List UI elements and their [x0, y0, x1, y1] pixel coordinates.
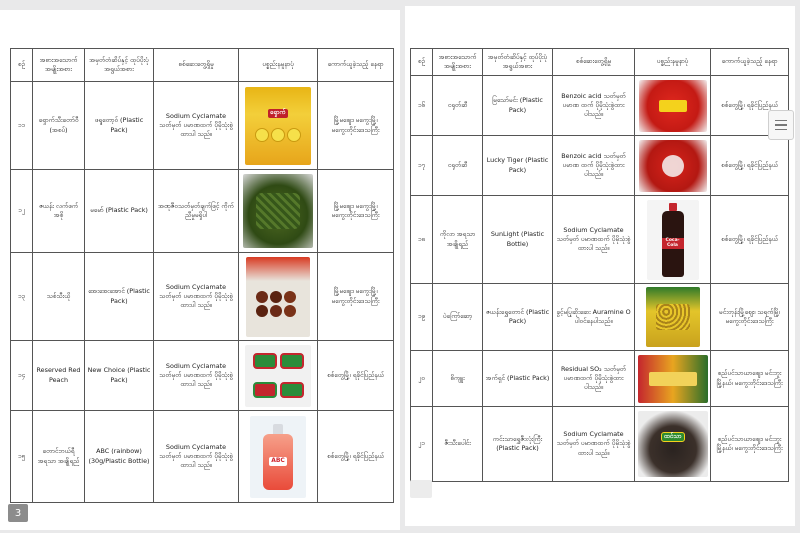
document-page-left	[0, 10, 400, 530]
food-type: စိကျူး	[433, 351, 483, 407]
header-test-result: စစ်ဆေးတွေ့ရှိမှု	[154, 49, 239, 82]
product-photo-cell	[239, 253, 318, 341]
row-number: ၂၀	[411, 351, 433, 407]
source-location: မြို့မဈေး၊ မကွေးမြို့၊ မကွေးတိုင်းဒေသကြီး	[318, 253, 394, 341]
brand-pack: အေးအေးအောင် (Plastic Pack)	[85, 253, 154, 341]
results-table-right	[410, 48, 789, 482]
header-photo: ပစ္စည်းနမူနာပုံ	[239, 49, 318, 82]
brand-pack: ဖရူတော့ဝ် (Plastic Pack)	[85, 82, 154, 170]
header-brand: အမှတ်တံဆိပ်နှင့် ထုပ်ပိုးပုံ အရွယ်အစား	[85, 49, 154, 82]
row-number: ၁၇	[411, 136, 433, 196]
product-photo	[245, 345, 311, 407]
product-photo-label: ABC	[271, 457, 285, 465]
brand-pack: Lucky Tiger (Plastic Pack)	[483, 136, 553, 196]
food-type: သစ်သီးယို	[33, 253, 85, 341]
header-food-type: အစားအသောက် အမျိုးအစား	[33, 49, 85, 82]
header-source: ကောက်ယူခဲ့သည့် နေရာ	[318, 49, 394, 82]
product-photo-cell	[239, 82, 318, 170]
product-photo	[638, 411, 708, 477]
food-type: ဇီးသီးပေါင်း	[433, 407, 483, 482]
brand-pack: ABC (rainbow) (30g/Plastic Bottle)	[85, 411, 154, 503]
table-row	[411, 284, 789, 351]
table-row	[411, 136, 789, 196]
product-photo	[639, 80, 707, 132]
header-brand: အမှတ်တံဆိပ်နှင့် ထုပ်ပိုးပုံ အရွယ်အစား	[483, 49, 553, 76]
test-result: Benzoic acid သတ်မှတ်ပမာဏ ထက် ပိုမိုသုံးစွဲထားပါသည်။	[553, 136, 635, 196]
source-location: စည်ပင်သာယာဈေး၊ မင်းဘူးမြို့နယ်၊ မကွေးတိုင်းဒေသကြီး	[711, 407, 789, 482]
hamburger-menu-icon[interactable]	[768, 110, 794, 140]
header-no: စဉ်	[11, 49, 33, 82]
page-number-badge: 3	[8, 504, 28, 522]
row-number: ၁၉	[411, 284, 433, 351]
food-type: ပဲကြော်ဆော့	[433, 284, 483, 351]
brand-pack: SunLight (Plastic Bottle)	[483, 196, 553, 284]
food-type: Reserved Red Peach	[33, 341, 85, 411]
test-result: Residual SO₂ သတ်မှတ်ပမာဏထက် ပိုမိုသုံးစွဲထားပါသည်။	[553, 351, 635, 407]
test-result: ခွင့်မပြုဆိုးဆေး Auramine O ပါဝင်နေပါသည်။	[553, 284, 635, 351]
test-result: Sodium Cyclamate သတ်မှတ် ပမာဏထက် ပိုမိုသုံးစွဲထားပါ သည်။	[553, 196, 635, 284]
results-table-left	[10, 48, 394, 503]
food-type: တောင်ဘယ်ရီ အရသာ အချိုရည်	[33, 411, 85, 503]
brand-pack: အက်ရှင် (Plastic Pack)	[483, 351, 553, 407]
product-photo-cell	[635, 351, 711, 407]
source-location: မြို့မဈေး၊ မကွေးမြို့၊ မကွေးတိုင်းဒေသကြီး	[318, 170, 394, 253]
product-photo	[246, 257, 310, 337]
table-row	[11, 341, 394, 411]
product-photo-cell	[635, 136, 711, 196]
row-number: ၁၂	[11, 170, 33, 253]
table-row	[11, 253, 394, 341]
brand-pack: မြသော်မင်း (Plastic Pack)	[483, 76, 553, 136]
table-header-row	[11, 49, 394, 82]
product-photo	[243, 174, 313, 248]
document-page-right	[405, 6, 795, 526]
brand-pack: New Choice (Plastic Pack)	[85, 341, 154, 411]
row-number: ၂၁	[411, 407, 433, 482]
source-location: စစ်တွေမြို့၊ ရခိုင်ပြည်နယ်	[318, 411, 394, 503]
product-photo-label: Coca-Cola	[662, 238, 684, 250]
row-number: ၁၈	[411, 196, 433, 284]
food-type: ငရုတ်ဆီ	[433, 136, 483, 196]
product-photo-cell	[635, 284, 711, 351]
header-food-type: အစားအသောက် အမျိုးအစား	[433, 49, 483, 76]
test-result: Benzoic acid သတ်မှတ်ပမာဏ ထက် ပိုမိုသုံးစွဲထားပါသည်။	[553, 76, 635, 136]
header-test-result: စစ်ဆေးတွေ့ရှိမှု	[553, 49, 635, 76]
source-location: စည်ပင်သာယာဈေး၊ မင်းဘူးမြို့နယ်၊ မကွေးတိုင်းဒေသကြီး	[711, 351, 789, 407]
test-result: Sodium Cyclamate သတ်မှတ် ပမာဏထက် ပိုမိုသုံးစွဲထားပါ သည်။	[553, 407, 635, 482]
food-type: ရှောက်သီးတော်ဝီ (အစပ်)	[33, 82, 85, 170]
product-photo-cell	[239, 341, 318, 411]
row-number: ၁၅	[11, 411, 33, 503]
product-photo	[639, 140, 707, 192]
product-photo-cell	[239, 411, 318, 503]
header-no: စဉ်	[411, 49, 433, 76]
table-header-row	[411, 49, 789, 76]
header-photo: ပစ္စည်းနမူနာပုံ	[635, 49, 711, 76]
source-location: စစ်တွေမြို့၊ ရခိုင်ပြည်နယ်	[711, 76, 789, 136]
table-row	[11, 170, 394, 253]
table-row	[411, 407, 789, 482]
product-photo-label: ထင်သာ	[661, 432, 684, 443]
row-number: ၁၃	[11, 253, 33, 341]
table-row	[411, 351, 789, 407]
test-result: Sodium Cyclamate သတ်မှတ် ပမာဏထက် ပိုမိုသုံးစွဲထားပါ သည်။	[154, 253, 239, 341]
product-photo-cell	[635, 407, 711, 482]
food-type: ကိုလာ အရသာအချိုရည်	[433, 196, 483, 284]
product-photo	[638, 355, 708, 403]
header-source: ကောက်ယူခဲ့သည့် နေရာ	[711, 49, 789, 76]
source-location: စစ်တွေမြို့၊ ရခိုင်ပြည်နယ်	[711, 196, 789, 284]
product-photo	[646, 287, 700, 347]
product-photo-cell	[239, 170, 318, 253]
brand-pack: ဇယန်းရွှေတောင် (Plastic Pack)	[483, 284, 553, 351]
test-result: Sodium Cyclamate သတ်မှတ် ပမာဏထက် ပိုမိုသုံးစွဲထားပါ သည်။	[154, 341, 239, 411]
product-photo-cell	[635, 196, 711, 284]
page-footer-box	[410, 480, 432, 498]
source-location: မင်းတုန်းမြို့ဈေး၊ သရက်မြို့၊ မကွေးတိုင်းဒေသကြီး	[711, 284, 789, 351]
test-result: Sodium Cyclamate သတ်မှတ် ပမာဏထက် ပိုမိုသုံးစွဲထားပါ သည်။	[154, 82, 239, 170]
food-type: ဇယန်း လက်ဖက်အစို	[33, 170, 85, 253]
brand-pack: မမော် (Plastic Pack)	[85, 170, 154, 253]
table-row	[411, 76, 789, 136]
brand-pack: ကင်းသာရွှေဇီးလုံးကြီး (Plastic Pack)	[483, 407, 553, 482]
test-result: အဏုဇီဝသတ်မှတ်ချက်ဖြင့် ကိုက်ညီမှုမရှိပါ	[154, 170, 239, 253]
source-location: စစ်တွေမြို့၊ ရခိုင်ပြည်နယ်	[711, 136, 789, 196]
row-number: ၁၁	[11, 82, 33, 170]
table-row	[11, 411, 394, 503]
table-row	[411, 196, 789, 284]
food-type: ငရုတ်ဆီ	[433, 76, 483, 136]
table-row	[11, 82, 394, 170]
test-result: Sodium Cyclamate သတ်မှတ် ပမာဏထက် ပိုမိုသုံးစွဲထားပါ သည်။	[154, 411, 239, 503]
row-number: ၁၆	[411, 76, 433, 136]
product-photo-cell	[635, 76, 711, 136]
product-photo-label: ရှောက်	[270, 109, 286, 117]
source-location: စစ်တွေမြို့၊ ရခိုင်ပြည်နယ်	[318, 341, 394, 411]
product-photo	[250, 416, 306, 498]
row-number: ၁၄	[11, 341, 33, 411]
product-photo	[647, 200, 699, 280]
source-location: မြို့မဈေး၊ မကွေးမြို့၊ မကွေးတိုင်းဒေသကြီး	[318, 82, 394, 170]
product-photo	[245, 87, 311, 165]
